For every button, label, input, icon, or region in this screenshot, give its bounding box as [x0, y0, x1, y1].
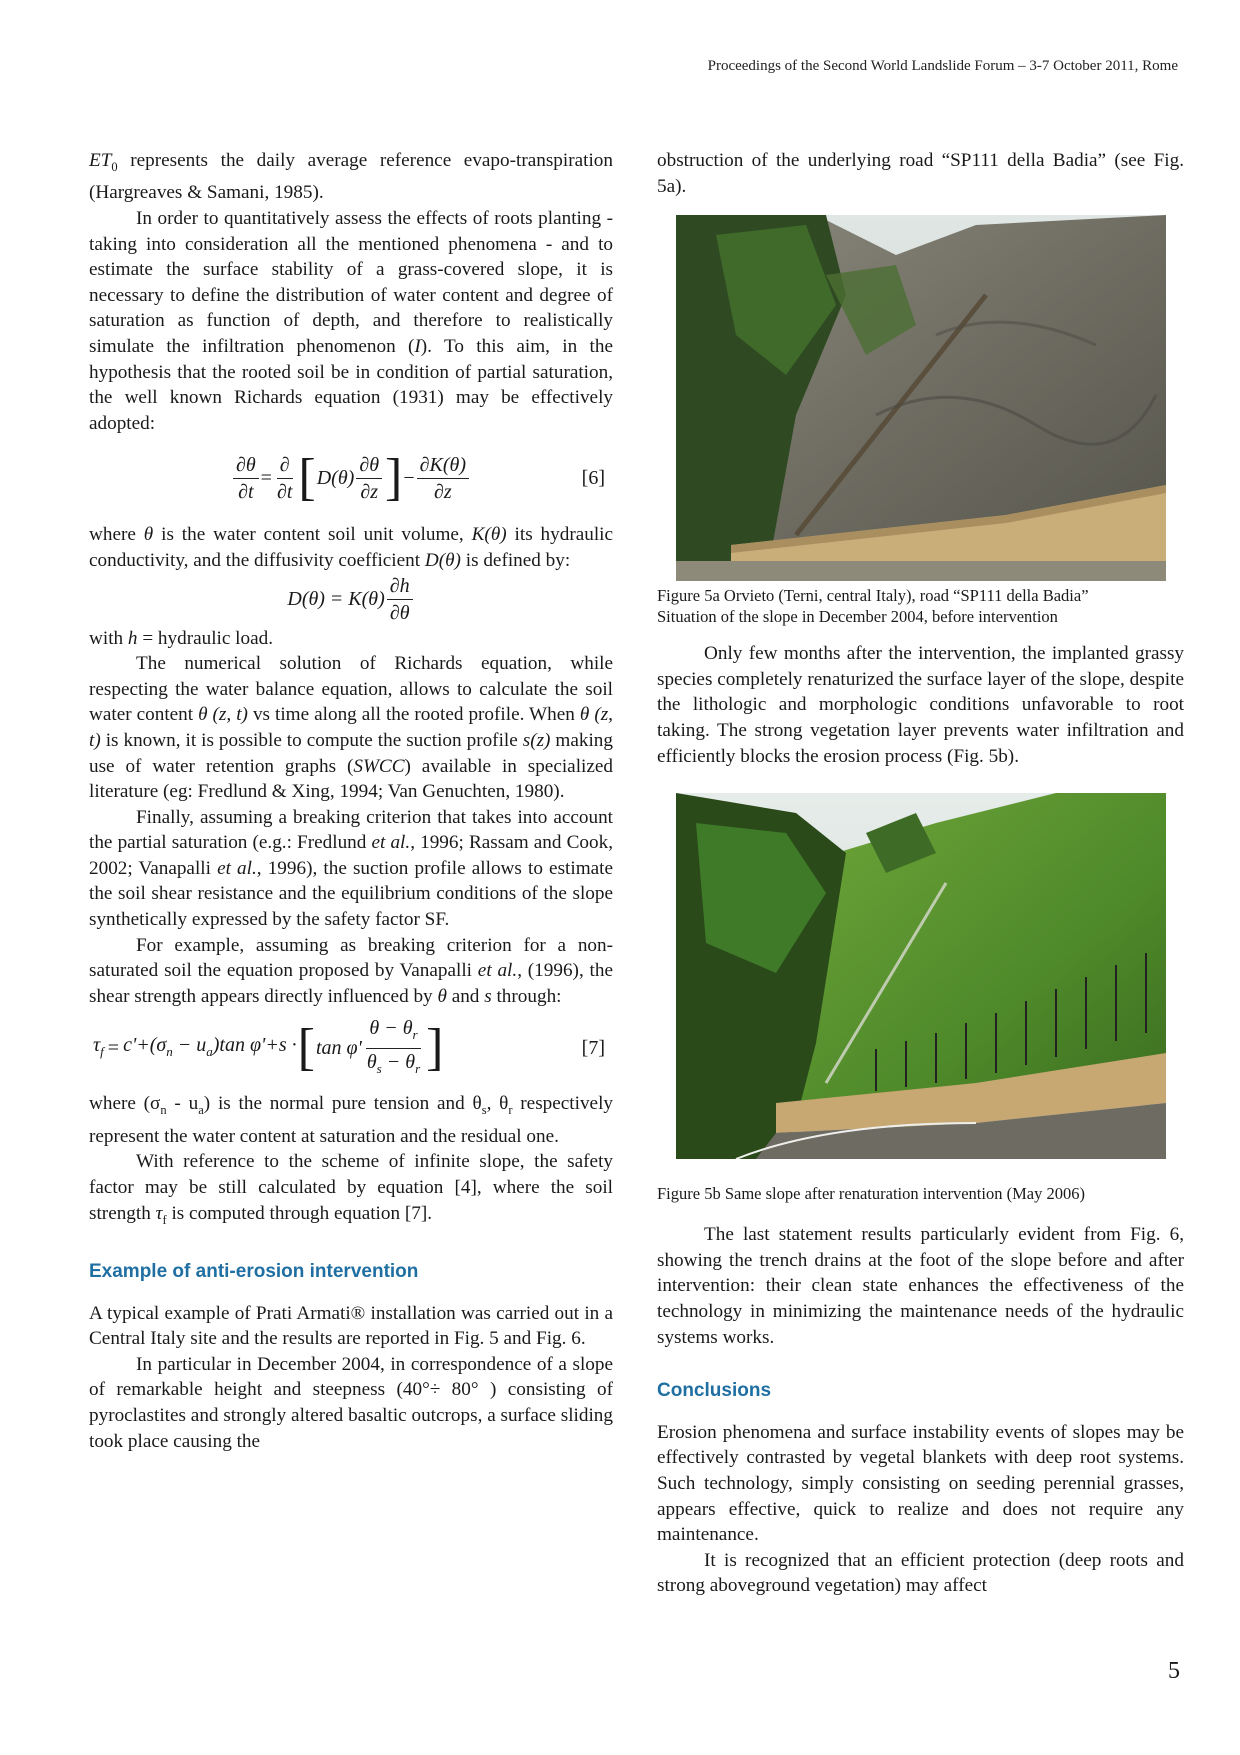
paragraph: With reference to the scheme of infinite slope, the safety factor may be still calculated by equation [4], where the soil strength $\tau_f$ is computed through equation [7].: [89, 1151, 613, 1227]
paragraph: Finally, assuming a breaking criterion that takes into account the partial saturation (e.g.: Fredlund et al., 1996; Rassam and Cook, 2002; Vanapalli et al., 1996), the suction profile allows to estimate the soil shear resistance and the equilibrium conditions of the slope synthetically expressed by the safety factor SF.: [89, 806, 613, 931]
running-header: Proceedings of the Second World Landslide Forum – 3-7 October 2011, Rome: [707, 58, 1178, 74]
paragraph: Erosion phenomena and surface instability events of slopes may be effectively contrasted by vegetal blankets with deep root systems. Such technology, simply consisting on seeding perennial grasses, appears effective, quick to realize and does not require any maintenance.: [657, 1421, 1184, 1546]
paragraph: where $(\sigma_n - u_a)$ is the normal pure tension and $\theta_s$, $\theta_r$ respectively represent the water content at saturation and the residual one.: [89, 1093, 613, 1147]
right-column: [657, 148, 1184, 1599]
paragraph: It is recognized that an efficient protection (deep roots and strong aboveground vegetation) may affect: [657, 1549, 1184, 1597]
paragraph: The last statement results particularly evident from Fig. 6, showing the trench drains at the foot of the slope before and after intervention: their clean state enhances the effectiveness of the technology in minimizing the maintenance needs of the hydraulic systems works.: [657, 1224, 1184, 1348]
figure-5b-photo: [676, 793, 1166, 1159]
figure-5a-photo: [676, 215, 1166, 581]
paragraph: A typical example of Prati Armati® installation was carried out in a Central Italy site and the results are reported in Fig. 5 and Fig. 6.: [89, 1302, 613, 1350]
paragraph: In particular in December 2004, in correspondence of a slope of remarkable height and steepness (40°÷ 80° ) consisting of pyroclastites and strongly altered basaltic outcrops, a surface sliding took place causing the: [89, 1353, 613, 1452]
equation-7: $\tau_f$ = $c'+(\sigma_n - u_a)\tan$ φ'+s · [ tan φ' $\frac{\theta - \theta_r}{\theta_s - \theta_r}$ ] [7]: [93, 1016, 605, 1077]
equation-6: $\frac{\partial\theta}{\partial t}$ = $\frac{\partial}{\partial t}$ [ D(θ) $\frac{\partial\theta}{\partial z}$ ] − $\frac{\partial K(\theta)}{\partial z}$ [6]: [89, 442, 613, 514]
paragraph: $ET_0$ represents the daily average reference evapo-transpiration (Hargreaves & Samani, 1985).: [89, 150, 613, 204]
equation-number: [7]: [581, 1036, 605, 1059]
page-number: 5: [1168, 1658, 1180, 1684]
figure-5b-caption: Figure 5b Same slope after renaturation intervention (May 2006): [657, 1184, 1085, 1204]
left-column: [89, 148, 613, 1454]
paragraph: with h = hydraulic load.: [89, 627, 274, 649]
section-heading: Example of anti-erosion intervention: [89, 1261, 419, 1283]
paragraph: where θ is the water content soil unit volume, K(θ) its hydraulic conductivity, and the diffusivity coefficient D(θ) is defined by:: [89, 524, 614, 571]
paragraph: In order to quantitatively assess the effects of roots planting - taking into consideration all the mentioned phenomena - and to estimate the surface stability of a grass-covered slope, it is necessary to define the distribution of water content and degree of saturation as function of depth, and therefore to realistically simulate the infiltration phenomenon (I). To this aim, in the hypothesis that the rooted soil be in condition of partial saturation, the well known Richards equation (1931) may be effectively adopted:: [89, 208, 613, 434]
figure-5a-caption-line2: Situation of the slope in December 2004, before intervention: [657, 607, 1058, 627]
paragraph: obstruction of the underlying road “SP111 della Badia” (see Fig. 5a).: [657, 150, 1184, 197]
equation-number: [6]: [581, 466, 605, 489]
paragraph: Only few months after the intervention, the implanted grassy species completely renaturized the surface layer of the slope, despite the lithologic and morphologic conditions unfavorable to root taking. The strong vegetation layer prevents water infiltration and efficiently blocks the erosion process (Fig. 5b).: [657, 643, 1184, 767]
equation-diffusivity: D(θ) = K(θ) $\frac{\partial h}{\partial\theta}$: [89, 574, 613, 626]
section-heading: Conclusions: [657, 1380, 772, 1402]
paragraph: For example, assuming as breaking criterion for a non-saturated soil the equation proposed by Vanapalli et al., (1996), the shear strength appears directly influenced by θ and s through:: [89, 934, 613, 1007]
figure-5a-caption-line1: Figure 5a Orvieto (Terni, central Italy), road “SP111 della Badia”: [657, 586, 1089, 606]
paragraph: The numerical solution of Richards equation, while respecting the water balance equation, allows to calculate the soil water content θ (z, t) vs time along all the rooted profile. When θ (z, t) is known, it is possible to compute the suction profile s(z) making use of water retention graphs (SWCC) available in specialized literature (eg: Fredlund & Xing, 1994; Van Genuchten, 1980).: [89, 653, 613, 803]
